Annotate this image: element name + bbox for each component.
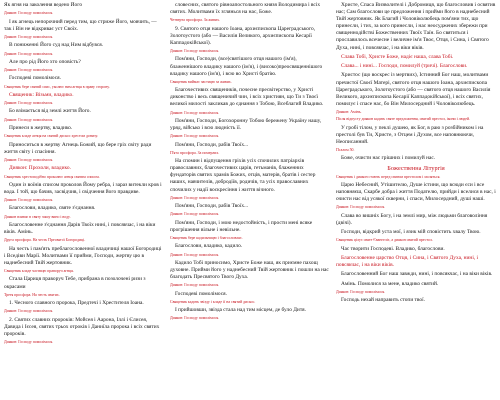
text-block: Царю Небесний, Утішителю, Душе істини, що всюди єси і все наповняєш, Скарбе добра і життя Подателю, прийди і вселися в нас, і очисти нас від усякої скверни, і спаси, Милосердний, душі наші.	[336, 181, 496, 203]
rubric-note: Диякон: Господу помолімося.	[336, 205, 386, 210]
rubric-note: Після відпусту диякон кадить святе предложення, святий престол, ікони і людей.	[336, 117, 471, 122]
text-block: Благослови, владико, кадило.	[175, 243, 243, 250]
text-block: Священик: Візьми, владико.	[9, 91, 74, 98]
rubric-note: Диякон: Господу помолімося.	[336, 289, 386, 294]
text-block: На спомин і відпущення гріхів усіх спочилих патріархів православних, благочестивих царів, гетьманів, блаженних фундаторів святих храмів Божих, отців, матерів, братів і сестер наших, навчителів, добродіїв, родичів, та усіх православних спочилих у надії воскресіння і життя вічного.	[170, 158, 316, 193]
text-column-middle	[170, 2, 330, 400]
text-block: 2. Святих славних пророків: Мойсея і Аарона, Іллі і Єлисея, Давида і Ієсея, святих трьох отроків і Даниїла пророка і всіх святих пророків.	[4, 316, 160, 337]
text-block: Пом'яни, Господи, (все)святішого отця нашого (ім'я), блаженнішого владику нашого (ім'я), і (високо)преосвященнішого владику нашого (ім'я), і всю во Христі братію.	[170, 56, 323, 77]
rubric-note: Священик цілує святе Євангеліє, а диякон святий престол.	[336, 238, 433, 243]
rubric-note: Священик бере кадильницю і благословляє.	[170, 236, 243, 240]
text-block: словесних, святого рівноапостольного князя Володимира і всіх святих. Молитвами їх зглянься на нас, Боже.	[170, 2, 321, 16]
text-block: Слава Тобі, Христе Боже, надіє наша, слава Тобі.	[341, 53, 454, 60]
rubric-note: Диякон вливає в святу чашу вино і воду.	[4, 214, 71, 219]
rubric-note: Диякон: Господу помолімося.	[170, 252, 220, 257]
rubric-note: Друга просфора. На честь Пресвятої Богородиці.	[4, 238, 86, 243]
text-block: Бо взімається від землі життя Його.	[9, 108, 91, 115]
rubric-note: Диякон: Господу помолімося.	[170, 49, 220, 54]
text-block: Принеси в жертву, владико.	[9, 125, 73, 132]
rubric-note: Священик бере святий спис, уколює ним агнця в праву сторону.	[4, 84, 110, 89]
rubric-note: Третя просфора. На честь святих.	[4, 292, 60, 297]
text-block: Господеві помолімося.	[9, 75, 61, 82]
text-block: Один із воїнів списом проколов Йому ребра, і зараз витекли кров і вода. І той, що бачив, засвідчив, і свідчення його правдиве.	[4, 181, 162, 195]
rubric-note: Диякон: Господу помолімося.	[170, 283, 220, 288]
rubric-note: Диякон: Господу помолімося.	[170, 134, 220, 139]
text-block: Боже, очисти нас грішних і помилуй нас.	[341, 155, 436, 162]
rubric-note: Диякон: Господу помолімося.	[4, 101, 54, 106]
rubric-note: Диякон: Господу помолімося.	[170, 316, 220, 321]
rubric-note: Диякон: Господу помолімося.	[170, 195, 220, 200]
text-block: Диякон: Прохоли, владико.	[9, 165, 71, 172]
text-block: Господь нехай направить стопи твої.	[341, 297, 425, 304]
text-block: І як агнець непорочний перед тим, що стриже Його, мовчить, — так і Він не відкриває уст Своїх.	[4, 18, 157, 32]
rubric-note: Диякон: Господу помолімося.	[4, 34, 54, 39]
text-block: 1. Чесного славного пророка, Предтечі і Хрестителя Іоана.	[9, 300, 144, 307]
rubric-note: Диякон: Господу помолімося.	[4, 51, 54, 56]
rubric-note: П'ята просфора. За померлих.	[170, 150, 220, 155]
rubric-note: Диякон: Господу помолімося.	[170, 212, 220, 217]
rubric-note: Диякон: Господу помолімося.	[4, 198, 54, 203]
rubric-note: Диякон: Господу помолімося.	[4, 117, 54, 122]
text-block: Кадило Тобі приносимо, Христе Боже наш, як приємне пахощ духовне. Прийми його у наднебесний Твій жертовник і пошли на нас благодать Пресвятого Твого Духа.	[170, 259, 329, 281]
text-block: Час творити Господеві. Владико, благослови.	[341, 245, 445, 252]
text-block: На честь і пам'ять преблагословенної владичиці нашої Богородиці і Вседіви Марії. Молитвами її прийми, Господи, жертву цю в наднебесний Твій жертовник.	[4, 245, 162, 266]
text-block: 9. Святого отця нашого Іоана, архиєпископа Цареградського, Золотоустого (або — Василія Великого, архиєпископа Кесарії Каппадокійської).	[170, 25, 316, 46]
text-block: І прийшовши, звізда стала над тим місцем, де було Дитя.	[175, 307, 306, 314]
text-block: В пониженні Його суд над Ним відбувся.	[9, 42, 104, 49]
text-block: Христос (що воскрес із мертвих), Істинний Бог наш, молитвами пречистої Своєї Матері, святого отця нашого Іоана, архиєпископа Цареградського, Золотоустого (або — святого отця нашого Василія Великого, архиєпископа Кесарії Каппадокійської), і всіх святих, помилує і спасе нас, бо Він Милосердний і Чоловіколюбець.	[336, 72, 491, 107]
text-block: Амінь. Помолися за мене, владико святий.	[341, 280, 439, 287]
rubric-note: Четверта просфора. За живих.	[170, 18, 221, 23]
rubric-note: Диякон: Господу помолімося.	[4, 11, 54, 16]
text-block: Благочестивих священиків, почесне пресвітерство, у Христі диконство і весь священичий чин, і всіх християн, що Ти з Твоєї великої милості закликав до єднання з Тобою, Всеблагий Владико.	[170, 87, 324, 108]
text-column-left	[4, 2, 164, 400]
text-block: Благослови, владико, святе з'єднання.	[9, 205, 96, 212]
text-block: Благословенне царство Отця, і Сина, і Святого Духа, нині, і повсякчас, і на віки віків.	[336, 254, 479, 268]
rubric-note: Священик і диякон стають перед святим престолом і моляться.	[336, 174, 441, 179]
text-block: Пом'яни, Господи, рабів Твоїх...	[175, 203, 249, 210]
text-block: У гробі тілом, у пеклі душею, як Бог, в раю з розбійником і на престолі був Ти, Христе, з Отцем і Духом, все наповнюючи, Неописанний.	[336, 124, 484, 145]
rubric-note: Священик виймає частицю за живих.	[170, 79, 232, 84]
text-block: Пом'яни, Господи, і мою недостойність, і прости мені всяке прогрішення вільне і невільне.	[170, 219, 313, 233]
text-column-right	[336, 2, 496, 400]
text-block: Пом'яни, Господи, рабів Твоїх...	[175, 141, 249, 148]
rubric-note: Диякон: Господу помолімося.	[170, 110, 220, 115]
text-block: Благословенне з'єднання Дарів Твоїх нині, і повсякчас, і на віки віків. Амінь.	[4, 222, 156, 236]
text-block: Пом'яни, Господи, Богохоронну Тобою бережену Україну нашу, уряд, військо і всю людність її.	[170, 117, 322, 131]
rubric-note: Диякон: Господу помолімося.	[4, 157, 54, 162]
rubric-note: Диякон: Амінь.	[336, 110, 362, 115]
rubric-note: Диякон: Господу помолімося.	[4, 68, 54, 73]
rubric-note: Диякон: Господу помолімося.	[4, 309, 54, 314]
rubric-note: Священик хрестоподібно проколює агнця святим списом.	[4, 174, 100, 179]
rubric-note: Священик кладе агнця на святий дискос хрестом донизу.	[4, 134, 99, 139]
text-block: Господеві помолімося.	[175, 290, 227, 297]
text-block: Господи, відкрий уста мої, і язик мій сповістить хвалу Твою.	[341, 229, 481, 236]
text-block: Христе, Спаса Визволителі і Добромиця, що благословив і освятив нас; Сам благослови це предложення і прийми його в наднебесний Твій жертовник. Як Благий і Чоловіколюбець пом'яни тих, що принесли, і тих, за кого принесли, і нас неосуджених збережи при священнодійстві Божественних Твоїх Таїн. Бо святиться і прославилось всечесне і величне ім'я Твоє, Отця, і Сина, і Святого Духа, нині, і повсякчас, і на віки віків.	[336, 2, 496, 51]
text-block: Як ягня на заколення ведено Його	[4, 2, 83, 8]
text-block: Але про рід Його хто оповість?	[9, 58, 81, 65]
rubric-note: Священик кладе частицю праворуч агнця.	[4, 269, 74, 274]
text-block: Приноситься в жертву Агнець Божий, що бере гріх світу ради життя світу і спасіння.	[4, 141, 152, 155]
rubric-note: Диякон: Господу помолімося.	[4, 340, 54, 345]
text-block: Слава... і нині... Господи, помилуй (тричі). Благослови.	[341, 63, 468, 70]
rubric-note: Священик кадить звізду і кладе її на святий дискос.	[170, 299, 256, 304]
rubric-note: Псалом 50.	[336, 148, 355, 153]
section-heading: Божественна Літургія	[387, 164, 445, 172]
text-block: Слава во вишніх Богу, і на землі мир, між людьми благовоління (двічі).	[336, 212, 488, 226]
text-block: Благословенний Бог наш завжди, нині, і повсякчас, і на віки віків.	[341, 271, 493, 278]
text-block: Стала Цариця праворуч Тебе, прибрана в позолочені ризи з окрасами	[4, 276, 146, 290]
